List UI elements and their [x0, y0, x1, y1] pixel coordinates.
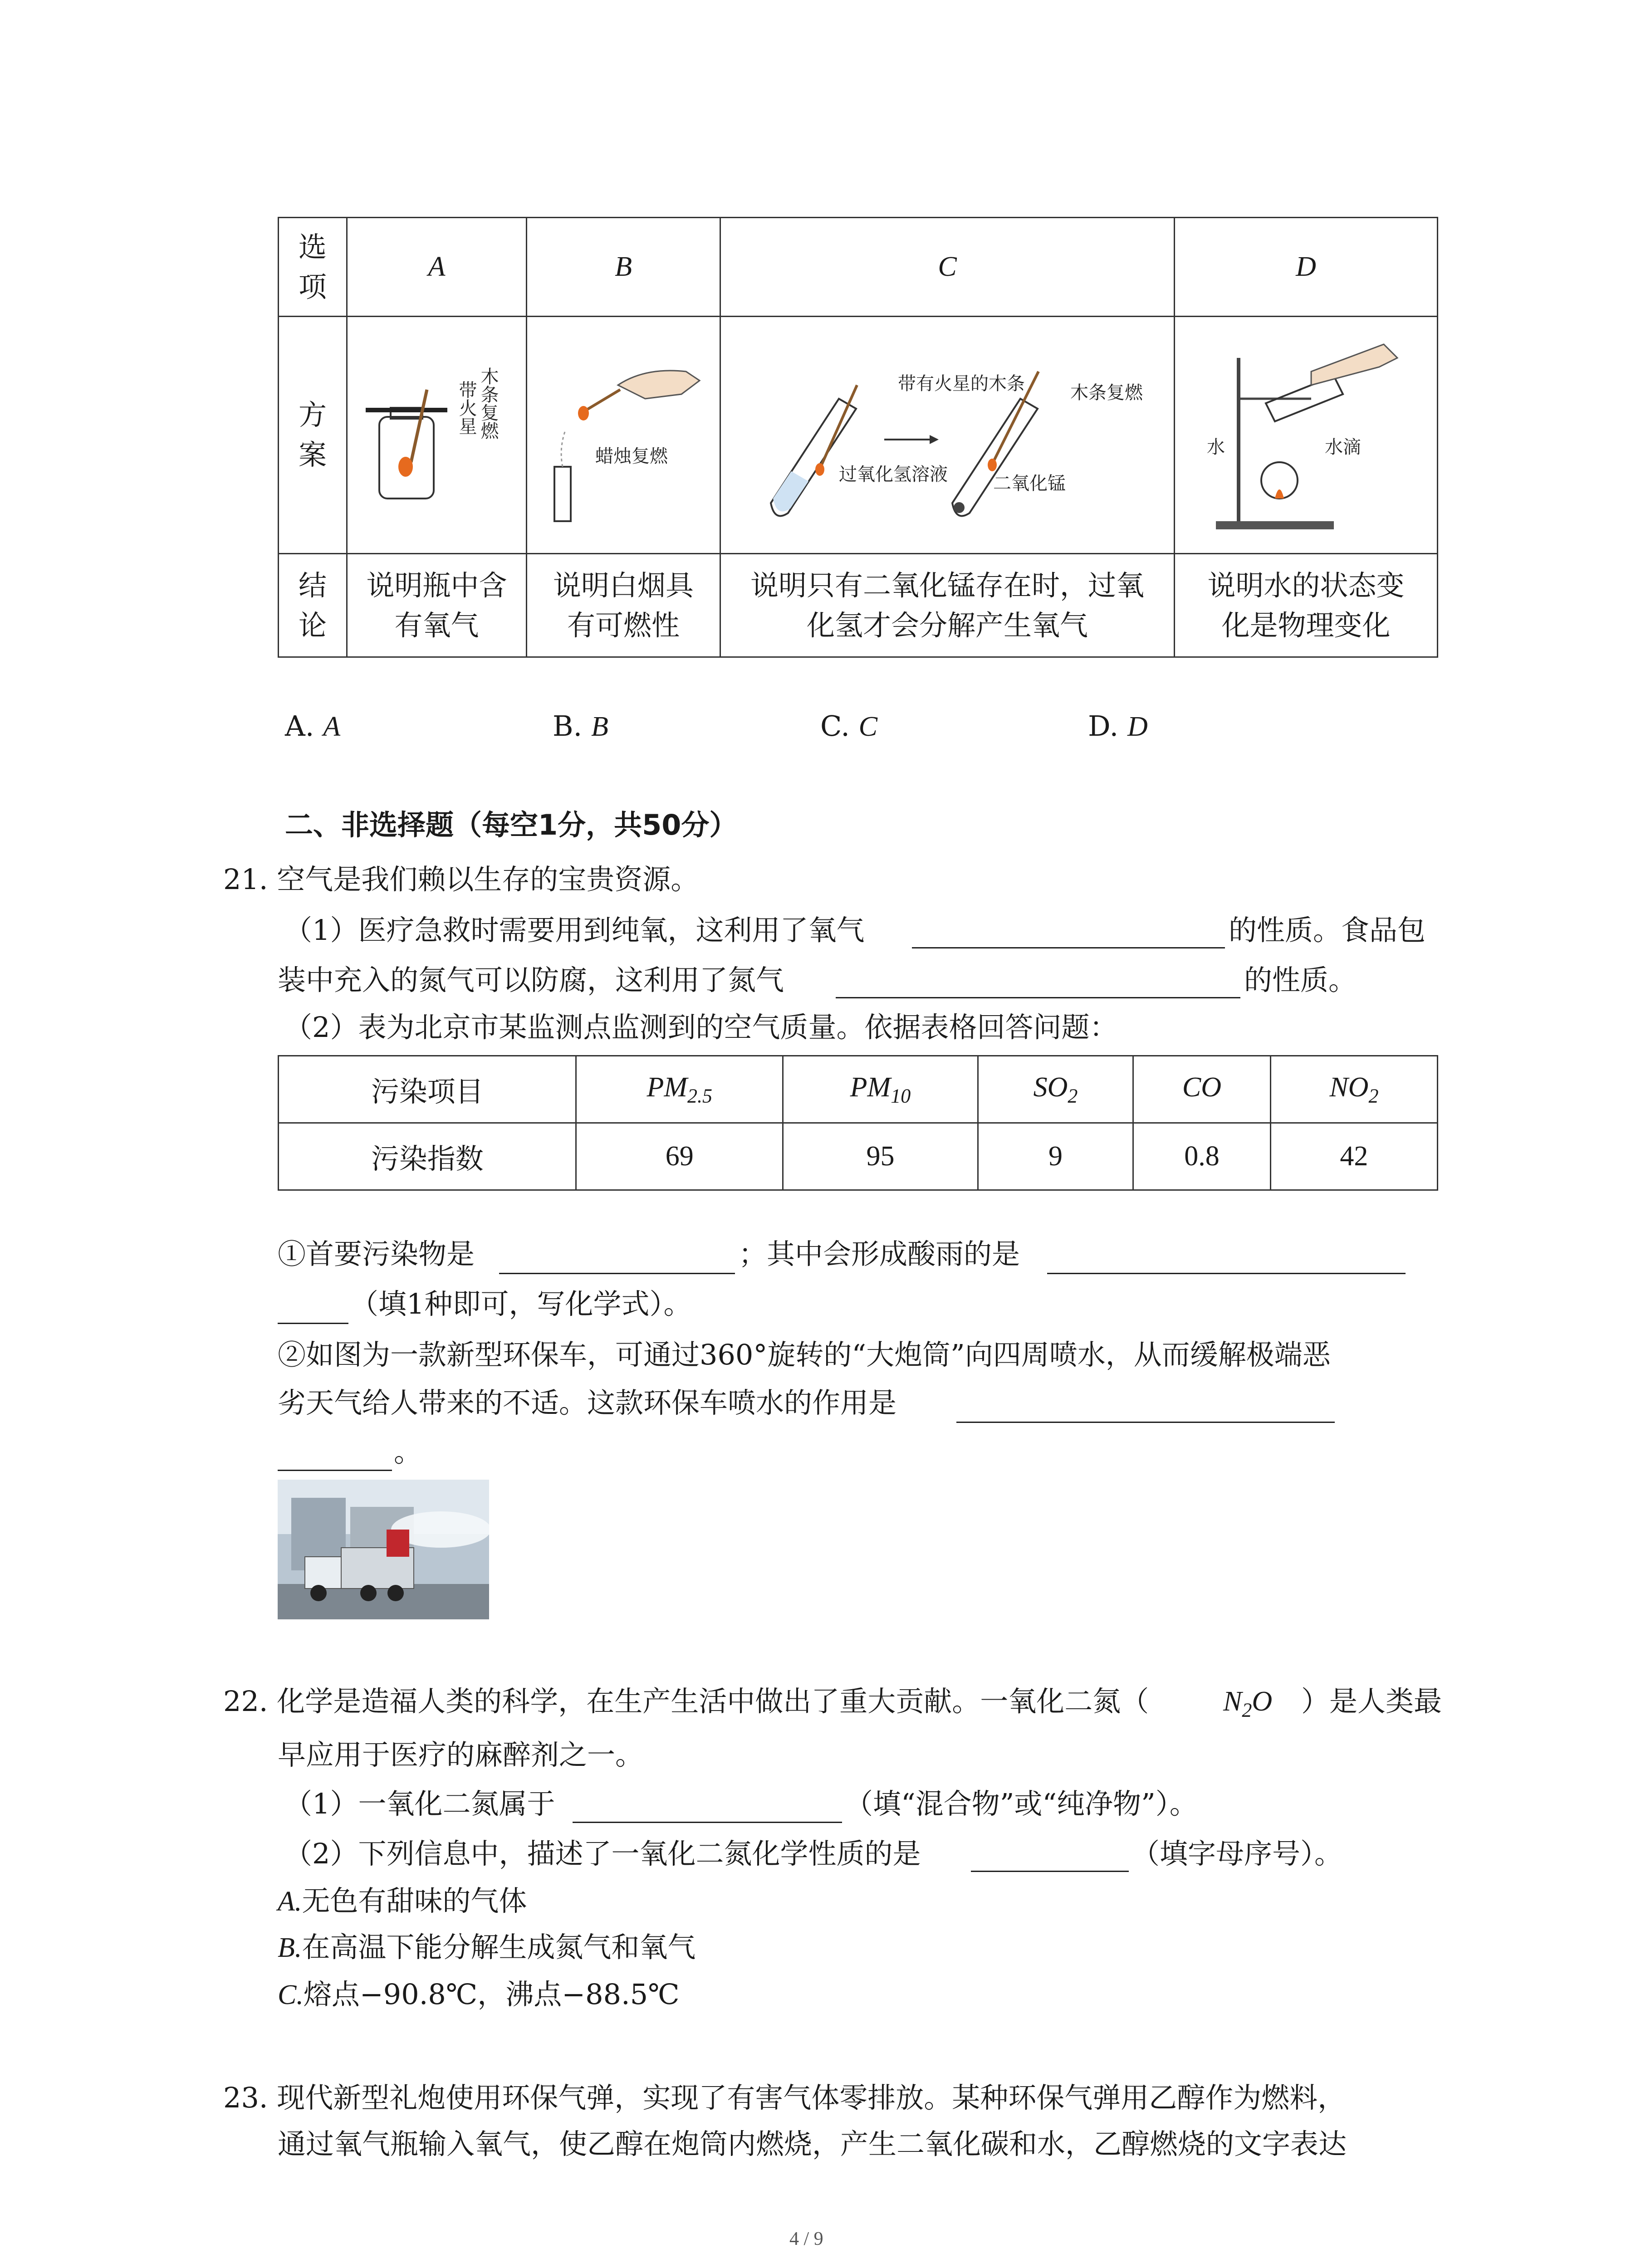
figure-a-cell [347, 317, 527, 554]
figure-c-label-splint: 带有火星的木条 [898, 373, 1025, 394]
q21-blank-nitrogen[interactable] [836, 997, 1240, 998]
q21-blank-acid-rain-2[interactable] [278, 1323, 348, 1324]
figure-c-label-mno2: 二氧化锰 [993, 473, 1066, 494]
q21-s2-c: 。 [394, 1435, 422, 1468]
figure-c-cell [720, 317, 1175, 554]
figure-b-candle-hand [527, 317, 720, 553]
figure-c-label-reignite: 木条复燃 [1070, 382, 1143, 403]
figure-b-label: 蜡烛复燃 [595, 446, 668, 467]
figure-a-label-1: 木条复燃 [478, 367, 499, 440]
q21-blank-spray-2[interactable] [278, 1470, 392, 1471]
q21-p1-a: （1）医疗急救时需要用到纯氧，这利用了氧气 [284, 914, 865, 947]
q21-s2-b: 劣天气给人带来的不适。这款环保车喷水的作用是 [278, 1386, 897, 1419]
q21-s1-b: ；其中会形成酸雨的是 [739, 1237, 1020, 1271]
option-d-header: D [1175, 218, 1438, 317]
item-co: CO [1133, 1056, 1271, 1123]
q22-formula-n2o: $N_2O$ [1223, 1686, 1273, 1721]
figure-a-bottle-splint [348, 317, 526, 553]
q22-stem-b: ）是人类最 [1301, 1685, 1442, 1718]
row-label-items: 污染项目 [279, 1056, 576, 1123]
q22-p2-b: （填字母序号）。 [1132, 1837, 1343, 1870]
figure-c-test-tubes [721, 317, 1174, 553]
row-header-option: 选项 [279, 218, 347, 317]
item-no2: $NO_2$ [1270, 1056, 1437, 1123]
option-b-header: B [527, 218, 720, 317]
q22-stem-c: 早应用于医疗的麻醉剂之一。 [278, 1738, 644, 1771]
option-c-header: C [720, 218, 1175, 317]
item-pm25: $PM_{2.5}$ [576, 1056, 783, 1123]
choice-d[interactable]: D. D [1088, 709, 1148, 743]
q21-p1-c: 装中充入的氮气可以防腐，这利用了氮气 [278, 963, 784, 997]
q21-blank-primary-pollutant[interactable] [499, 1273, 735, 1274]
q22-stem-a: 22. 化学是造福人类的科学，在生产生活中做出了重大贡献。一氧化二氮（ [223, 1685, 1149, 1718]
q21-p2: （2）表为北京市某监测点监测到的空气质量。依据表格回答问题： [284, 1011, 1118, 1044]
figure-d-cell [1175, 317, 1438, 554]
conclusion-a: 说明瓶中含 有氧气 [347, 554, 527, 657]
q22-p1-a: （1）一氧化二氮属于 [284, 1787, 555, 1820]
figure-d-stand-flask [1175, 317, 1437, 553]
figure-a-label-2: 带火星 [456, 381, 477, 435]
q22-blank-chemical-property[interactable] [971, 1871, 1129, 1872]
q21-s1-a: ①首要污染物是 [278, 1237, 475, 1271]
row-header-plan: 方案 [279, 317, 347, 554]
q21-blank-spray-1[interactable] [956, 1422, 1335, 1423]
row-header-conclusion: 结论 [279, 554, 347, 657]
row-label-index: 污染指数 [279, 1123, 576, 1190]
page-number: 4 / 9 [789, 2229, 823, 2249]
q21-p1-b: 的性质。食品包 [1229, 914, 1426, 947]
value-co: 0.8 [1133, 1123, 1271, 1190]
q21-blank-acid-rain-1[interactable] [1047, 1273, 1406, 1274]
q21-s2-a: ②如图为一款新型环保车，可通过360°旋转的“大炮筒”向四周喷水，从而缓解极端恶 [278, 1338, 1331, 1371]
figure-c-label-solution: 过氧化氢溶液 [839, 464, 948, 485]
item-so2: $SO_2$ [978, 1056, 1133, 1123]
q23-line-2: 通过氧气瓶输入氧气，使乙醇在炮筒内燃烧，产生二氧化碳和水，乙醇燃烧的文字表达 [278, 2127, 1347, 2160]
q22-p2-a: （2）下列信息中，描述了一氧化二氮化学性质的是 [284, 1837, 921, 1870]
choice-a[interactable]: A. A [285, 709, 341, 743]
figure-b-cell [527, 317, 720, 554]
value-so2: 9 [978, 1123, 1133, 1190]
q21-s1-c: （填1种即可，写化学式）。 [350, 1287, 692, 1320]
air-quality-table [278, 1055, 1438, 1191]
choice-c[interactable]: C. C [820, 709, 878, 743]
q22-p1-b: （填“混合物”或“纯净物”）。 [845, 1787, 1198, 1820]
choice-b[interactable]: B. B [553, 709, 608, 743]
q22-option-a[interactable]: A.无色有甜味的气体 [278, 1884, 527, 1917]
q22-blank-classification[interactable] [573, 1822, 842, 1823]
value-pm25: 69 [576, 1123, 783, 1190]
spray-truck-photo [278, 1480, 489, 1619]
value-no2: 42 [1270, 1123, 1437, 1190]
figure-d-label-drops: 水滴 [1325, 437, 1361, 458]
q22-option-c[interactable]: C.熔点−90.8℃，沸点−88.5℃ [278, 1978, 680, 2011]
experiment-table [278, 217, 1438, 658]
q22-option-b[interactable]: B.在高温下能分解生成氮气和氧气 [278, 1931, 696, 1964]
item-pm10: $PM_{10}$ [783, 1056, 978, 1123]
option-a-header: A [347, 218, 527, 317]
q21-p1-d: 的性质。 [1244, 963, 1357, 997]
conclusion-c: 说明只有二氧化锰存在时，过氧 化氢才会分解产生氧气 [720, 554, 1175, 657]
q23-line-1: 23. 现代新型礼炮使用环保气弹，实现了有害气体零排放。某种环保气弹用乙醇作为燃料， [223, 2081, 1346, 2114]
q21-blank-oxygen[interactable] [912, 947, 1225, 948]
conclusion-d: 说明水的状态变 化是物理变化 [1175, 554, 1438, 657]
q21-stem: 21. 空气是我们赖以生存的宝贵资源。 [223, 863, 699, 896]
value-pm10: 95 [783, 1123, 978, 1190]
section-title: 二、非选择题（每空1分，共50分） [285, 808, 738, 841]
figure-d-label-water: 水 [1207, 437, 1225, 458]
conclusion-b: 说明白烟具 有可燃性 [527, 554, 720, 657]
